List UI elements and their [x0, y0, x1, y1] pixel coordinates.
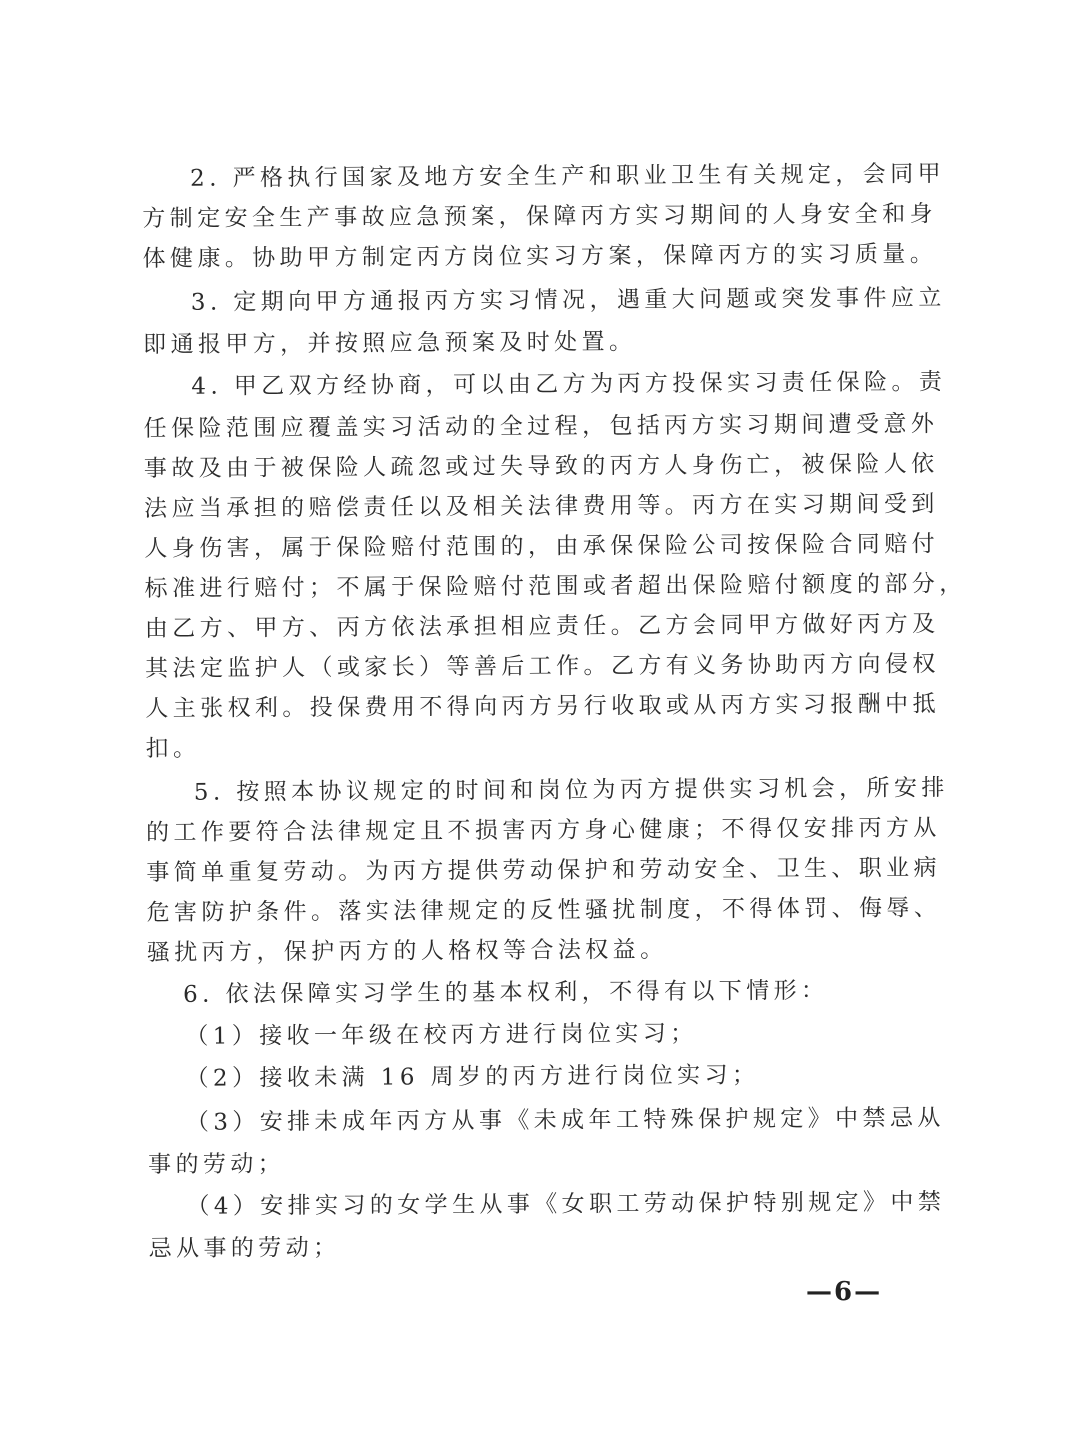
text-line: 方制定安全生产事故应急预案，保障丙方实习期间的人身安全和身	[142, 201, 938, 233]
text-line: 其法定监护人（或家长）等善后工作。乙方有义务协助丙方向侵权	[145, 651, 940, 683]
text-line: 标准进行赔付；不属于保险赔付范围或者超出保险赔付额度的部分，	[144, 571, 967, 603]
text-line: 人身伤害，属于保险赔付范围的，由承保保险公司按保险合同赔付	[144, 531, 940, 563]
text-line: 3. 定期向甲方通报丙方实习情况，遇重大问题或突发事件应立	[190, 285, 946, 316]
text-line: 事的劳动；	[148, 1151, 286, 1179]
text-line: 体健康。协助甲方制定丙方岗位实习方案，保障丙方的实习质量。	[142, 241, 938, 273]
text-line: 4. 甲乙双方经协商，可以由乙方为丙方投保实习责任保险。责	[191, 369, 947, 400]
text-line: 法应当承担的赔偿责任以及相关法律费用等。丙方在实习期间受到	[144, 491, 939, 523]
text-line: 5. 按照本协议规定的时间和岗位为丙方提供实习机会，所安排	[193, 775, 949, 806]
text-line: 6. 依法保障实习学生的基本权利，不得有以下情形：	[183, 977, 829, 1008]
text-line: 事简单重复劳动。为丙方提供劳动保护和劳动安全、卫生、职业病	[146, 855, 942, 887]
text-line: 骚扰丙方，保护丙方的人格权等合法权益。	[146, 936, 668, 967]
text-line: 忌从事的劳动；	[148, 1234, 341, 1263]
text-line: 人主张权利。投保费用不得向丙方另行收取或从丙方实习报酬中抵	[145, 691, 941, 723]
text-line: （4）安排实习的女学生从事《女职工劳动保护特别规定》中禁	[186, 1189, 946, 1220]
text-line: （3）安排未成年丙方从事《未成年工特殊保护规定》中禁忌从	[185, 1105, 945, 1136]
text-line: 危害防护条件。落实法律规定的反性骚扰制度，不得体罚、侮辱、	[146, 895, 942, 927]
text-line: 2. 严格执行国家及地方安全生产和职业卫生有关规定，会同甲	[190, 161, 946, 192]
text-line: 即通报甲方，并按照应急预案及时处置。	[143, 329, 637, 359]
text-line: （1）接收一年级在校丙方进行岗位实习；	[185, 1020, 698, 1050]
text-line: （2）接收未满 16 周岁的丙方进行岗位实习；	[185, 1062, 760, 1092]
text-line: 事故及由于被保险人疏忽或过失导致的丙方人身伤亡，被保险人依	[143, 451, 939, 483]
text-line: 由乙方、甲方、丙方依法承担相应责任。乙方会同甲方做好丙方及	[144, 611, 940, 643]
text-line: 扣。	[145, 735, 201, 763]
text-line: 的工作要符合法律规定且不损害丙方身心健康；不得仅安排丙方从	[146, 815, 941, 847]
text-line: 任保险范围应覆盖实习活动的全过程，包括丙方实习期间遭受意外	[143, 411, 939, 443]
page-number: —6—	[806, 1277, 883, 1307]
